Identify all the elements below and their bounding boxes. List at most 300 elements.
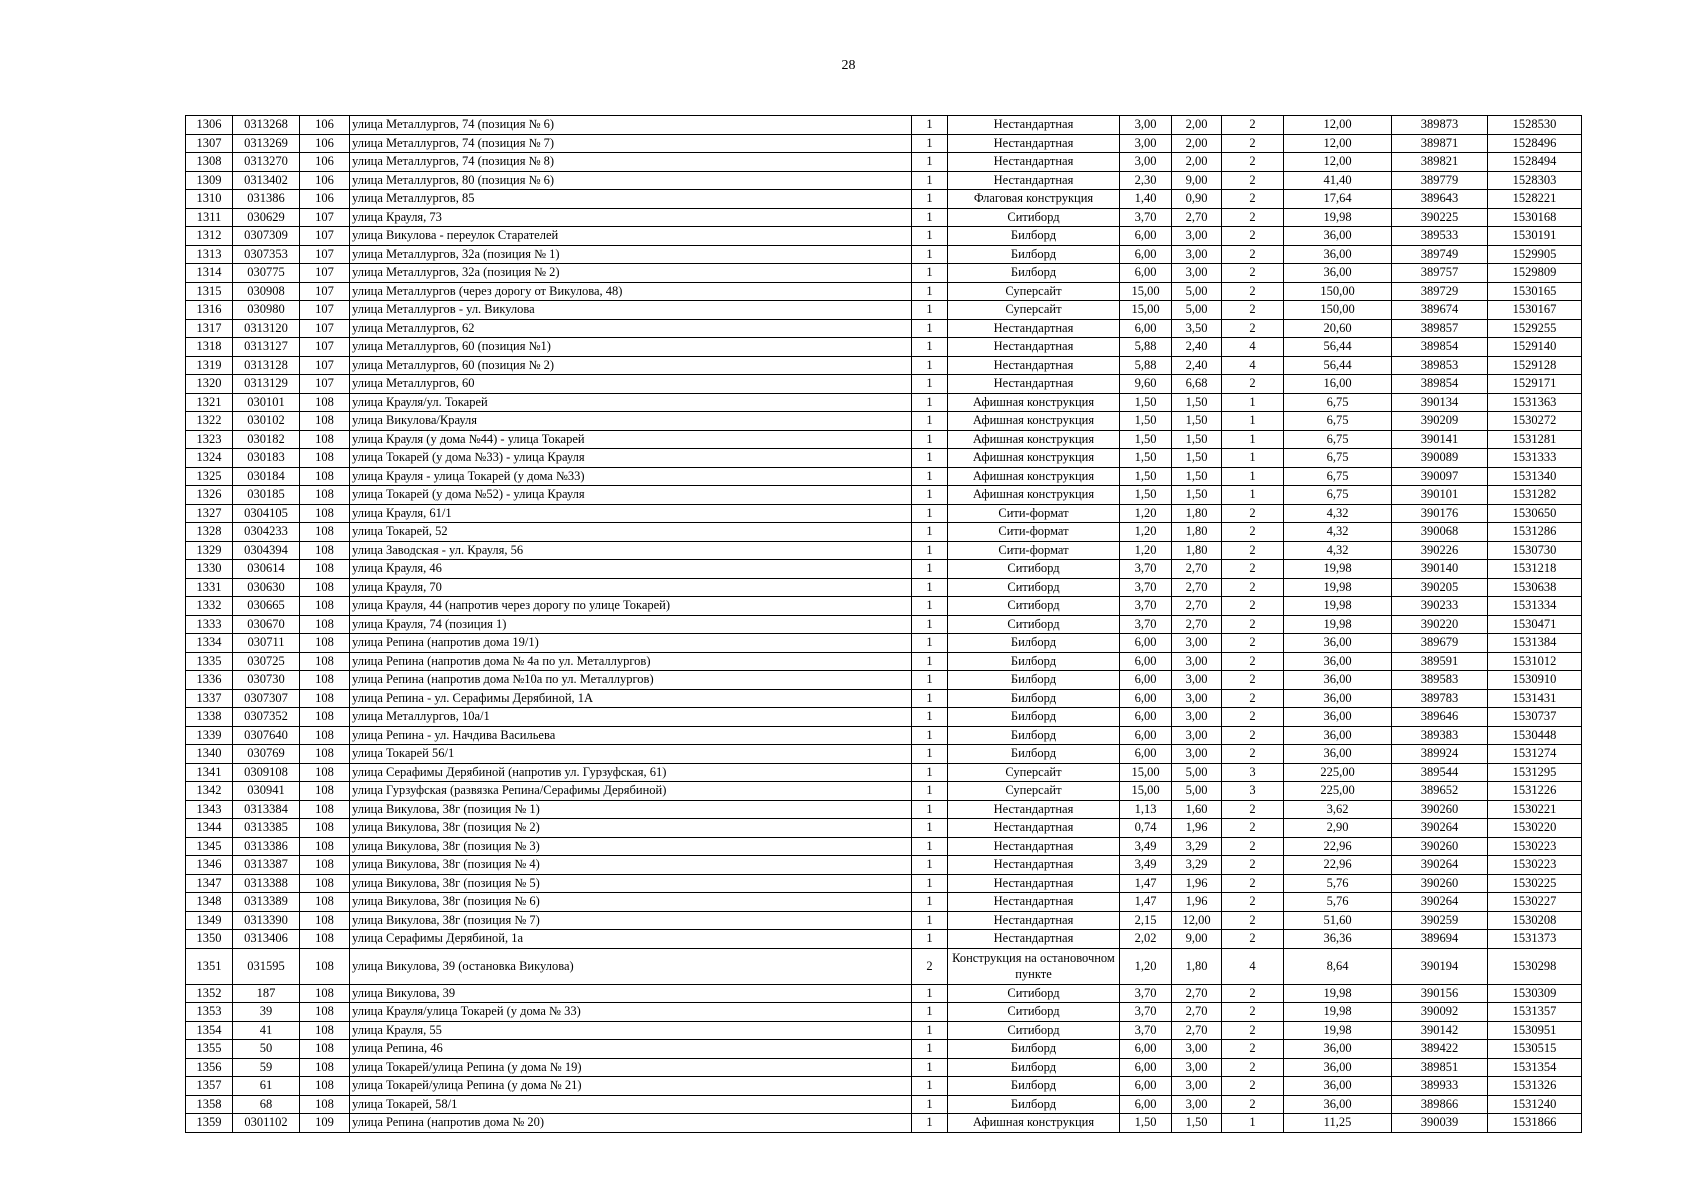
type-cell: Билборд [948,745,1120,764]
coord-x-cell: 389866 [1392,1095,1488,1114]
row-number-cell: 1336 [186,671,233,690]
structure-id-cell: 41 [233,1021,300,1040]
coord-y-cell: 1531286 [1488,523,1582,542]
type-cell: Сити-формат [948,523,1120,542]
width-cell: 3,70 [1120,984,1172,1003]
height-cell: 3,00 [1172,1040,1222,1059]
width-cell: 15,00 [1120,782,1172,801]
table-row [186,486,1582,505]
structure-id-cell: 0301102 [233,1114,300,1133]
width-cell: 3,00 [1120,134,1172,153]
type-cell: Суперсайт [948,301,1120,320]
address-cell: улица Токарей, 52 [350,523,912,542]
width-cell: 6,00 [1120,1077,1172,1096]
area-cell: 6,75 [1284,393,1392,412]
count-cell: 1 [912,560,948,579]
width-cell: 6,00 [1120,245,1172,264]
coord-x-cell: 390156 [1392,984,1488,1003]
coord-x-cell: 390260 [1392,837,1488,856]
width-cell: 1,50 [1120,430,1172,449]
count-cell: 1 [912,319,948,338]
row-number-cell: 1314 [186,264,233,283]
sides-cell: 2 [1222,615,1284,634]
coord-y-cell: 1531373 [1488,930,1582,949]
structure-id-cell: 0307307 [233,689,300,708]
coord-x-cell: 390233 [1392,597,1488,616]
district-code-cell: 108 [300,708,350,727]
table-row [186,1114,1582,1133]
sides-cell: 2 [1222,689,1284,708]
address-cell: улица Крауля, 61/1 [350,504,912,523]
sides-cell: 2 [1222,504,1284,523]
address-cell: улица Репина (напротив дома №10а по ул. Металлургов) [350,671,912,690]
width-cell: 6,00 [1120,1040,1172,1059]
area-cell: 19,98 [1284,984,1392,1003]
address-cell: улица Викулова, 38г (позиция № 1) [350,800,912,819]
height-cell: 3,00 [1172,1095,1222,1114]
page-number: 28 [841,58,856,73]
row-number-cell: 1323 [186,430,233,449]
row-number-cell: 1356 [186,1058,233,1077]
sides-cell: 2 [1222,171,1284,190]
address-cell: улица Репина - ул. Серафимы Дерябиной, 1А [350,689,912,708]
type-cell: Конструкция на остановочном пункте [948,948,1120,984]
area-cell: 12,00 [1284,116,1392,135]
address-cell: улица Крауля - улица Токарей (у дома №33) [350,467,912,486]
coord-y-cell: 1530309 [1488,984,1582,1003]
type-cell: Билборд [948,652,1120,671]
table-row [186,726,1582,745]
district-code-cell: 108 [300,541,350,560]
coord-y-cell: 1530737 [1488,708,1582,727]
structure-id-cell: 0313406 [233,930,300,949]
structure-id-cell: 0313389 [233,893,300,912]
type-cell: Нестандартная [948,356,1120,375]
district-code-cell: 108 [300,1058,350,1077]
area-cell: 22,96 [1284,856,1392,875]
count-cell: 1 [912,375,948,394]
width-cell: 15,00 [1120,301,1172,320]
district-code-cell: 108 [300,504,350,523]
district-code-cell: 108 [300,430,350,449]
height-cell: 3,00 [1172,634,1222,653]
district-code-cell: 108 [300,782,350,801]
width-cell: 2,15 [1120,911,1172,930]
table-row [186,190,1582,209]
type-cell: Билборд [948,245,1120,264]
district-code-cell: 108 [300,467,350,486]
row-number-cell: 1342 [186,782,233,801]
table-row [186,504,1582,523]
coord-x-cell: 390225 [1392,208,1488,227]
structure-id-cell: 0304105 [233,504,300,523]
table-row [186,837,1582,856]
count-cell: 1 [912,467,948,486]
type-cell: Ситиборд [948,597,1120,616]
coord-x-cell: 390068 [1392,523,1488,542]
coord-x-cell: 390194 [1392,948,1488,984]
coord-y-cell: 1528530 [1488,116,1582,135]
coord-x-cell: 389643 [1392,190,1488,209]
sides-cell: 2 [1222,301,1284,320]
structure-id-cell: 59 [233,1058,300,1077]
district-code-cell: 108 [300,615,350,634]
count-cell: 1 [912,153,948,172]
type-cell: Билборд [948,726,1120,745]
district-code-cell: 106 [300,190,350,209]
height-cell: 9,00 [1172,171,1222,190]
width-cell: 3,00 [1120,116,1172,135]
sides-cell: 2 [1222,116,1284,135]
count-cell: 1 [912,1021,948,1040]
address-cell: улица Крауля, 70 [350,578,912,597]
height-cell: 3,00 [1172,745,1222,764]
count-cell: 1 [912,984,948,1003]
coord-y-cell: 1529171 [1488,375,1582,394]
type-cell: Нестандартная [948,134,1120,153]
area-cell: 36,00 [1284,1095,1392,1114]
structure-id-cell: 0307640 [233,726,300,745]
count-cell: 1 [912,726,948,745]
height-cell: 1,50 [1172,412,1222,431]
address-cell: улица Металлургов, 60 (позиция №1) [350,338,912,357]
table-row [186,800,1582,819]
sides-cell: 2 [1222,856,1284,875]
coord-y-cell: 1530167 [1488,301,1582,320]
row-number-cell: 1351 [186,948,233,984]
height-cell: 3,00 [1172,264,1222,283]
width-cell: 9,60 [1120,375,1172,394]
coord-y-cell: 1531326 [1488,1077,1582,1096]
table-row [186,874,1582,893]
structure-id-cell: 030630 [233,578,300,597]
address-cell: улица Токарей/улица Репина (у дома № 21) [350,1077,912,1096]
area-cell: 20,60 [1284,319,1392,338]
type-cell: Билборд [948,671,1120,690]
coord-y-cell: 1531431 [1488,689,1582,708]
area-cell: 19,98 [1284,208,1392,227]
sides-cell: 2 [1222,264,1284,283]
sides-cell: 2 [1222,319,1284,338]
sides-cell: 2 [1222,1003,1284,1022]
table-row [186,1095,1582,1114]
structure-id-cell: 030711 [233,634,300,653]
area-cell: 6,75 [1284,430,1392,449]
district-code-cell: 108 [300,1021,350,1040]
table-row [186,1003,1582,1022]
width-cell: 3,70 [1120,597,1172,616]
sides-cell: 2 [1222,893,1284,912]
table-row [186,227,1582,246]
district-code-cell: 107 [300,245,350,264]
type-cell: Билборд [948,264,1120,283]
type-cell: Ситиборд [948,984,1120,1003]
structure-id-cell: 030908 [233,282,300,301]
height-cell: 1,80 [1172,523,1222,542]
area-cell: 4,32 [1284,541,1392,560]
coord-x-cell: 389873 [1392,116,1488,135]
area-cell: 19,98 [1284,560,1392,579]
address-cell: улица Металлургов, 60 [350,375,912,394]
count-cell: 1 [912,911,948,930]
area-cell: 4,32 [1284,523,1392,542]
width-cell: 3,70 [1120,578,1172,597]
address-cell: улица Репина - ул. Начдива Васильева [350,726,912,745]
structure-id-cell: 0313387 [233,856,300,875]
table-row [186,708,1582,727]
district-code-cell: 108 [300,948,350,984]
row-number-cell: 1339 [186,726,233,745]
coord-x-cell: 389729 [1392,282,1488,301]
row-number-cell: 1348 [186,893,233,912]
area-cell: 41,40 [1284,171,1392,190]
table-row [186,930,1582,949]
width-cell: 6,00 [1120,708,1172,727]
table-row [186,449,1582,468]
coord-x-cell: 389854 [1392,375,1488,394]
structure-id-cell: 031595 [233,948,300,984]
address-cell: улица Металлургов, 74 (позиция № 7) [350,134,912,153]
count-cell: 1 [912,763,948,782]
height-cell: 1,50 [1172,467,1222,486]
coord-x-cell: 389783 [1392,689,1488,708]
type-cell: Нестандартная [948,338,1120,357]
height-cell: 2,40 [1172,338,1222,357]
coord-y-cell: 1531282 [1488,486,1582,505]
height-cell: 3,00 [1172,245,1222,264]
coord-x-cell: 390209 [1392,412,1488,431]
height-cell: 2,00 [1172,134,1222,153]
width-cell: 1,50 [1120,486,1172,505]
height-cell: 9,00 [1172,930,1222,949]
count-cell: 1 [912,541,948,560]
district-code-cell: 107 [300,356,350,375]
height-cell: 2,70 [1172,597,1222,616]
area-cell: 56,44 [1284,356,1392,375]
sides-cell: 2 [1222,541,1284,560]
row-number-cell: 1309 [186,171,233,190]
structure-id-cell: 0313384 [233,800,300,819]
type-cell: Суперсайт [948,763,1120,782]
count-cell: 1 [912,486,948,505]
coord-x-cell: 390264 [1392,856,1488,875]
table-row [186,1040,1582,1059]
coord-x-cell: 390205 [1392,578,1488,597]
address-cell: улица Заводская - ул. Крауля, 56 [350,541,912,560]
table-row [186,430,1582,449]
table-row [186,467,1582,486]
type-cell: Нестандартная [948,893,1120,912]
coord-x-cell: 389779 [1392,171,1488,190]
type-cell: Билборд [948,1077,1120,1096]
district-code-cell: 108 [300,726,350,745]
district-code-cell: 106 [300,171,350,190]
area-cell: 12,00 [1284,134,1392,153]
area-cell: 36,36 [1284,930,1392,949]
coord-x-cell: 390134 [1392,393,1488,412]
table-row [186,1021,1582,1040]
coord-x-cell: 390264 [1392,893,1488,912]
coord-y-cell: 1531384 [1488,634,1582,653]
coord-x-cell: 390101 [1392,486,1488,505]
width-cell: 3,70 [1120,1021,1172,1040]
district-code-cell: 108 [300,893,350,912]
height-cell: 2,70 [1172,560,1222,579]
coord-y-cell: 1531281 [1488,430,1582,449]
area-cell: 36,00 [1284,227,1392,246]
coord-y-cell: 1530471 [1488,615,1582,634]
height-cell: 3,00 [1172,652,1222,671]
width-cell: 1,50 [1120,467,1172,486]
district-code-cell: 108 [300,856,350,875]
structure-id-cell: 0307353 [233,245,300,264]
type-cell: Ситиборд [948,578,1120,597]
table-row [186,745,1582,764]
area-cell: 56,44 [1284,338,1392,357]
width-cell: 3,70 [1120,1003,1172,1022]
structure-id-cell: 030182 [233,430,300,449]
count-cell: 1 [912,1095,948,1114]
height-cell: 2,40 [1172,356,1222,375]
address-cell: улица Крауля, 73 [350,208,912,227]
height-cell: 1,96 [1172,819,1222,838]
coord-y-cell: 1531274 [1488,745,1582,764]
count-cell: 1 [912,116,948,135]
table-row [186,319,1582,338]
area-cell: 19,98 [1284,578,1392,597]
table-row [186,819,1582,838]
sides-cell: 2 [1222,1021,1284,1040]
sides-cell: 1 [1222,449,1284,468]
structure-id-cell: 187 [233,984,300,1003]
sides-cell: 2 [1222,1058,1284,1077]
table-row [186,208,1582,227]
coord-x-cell: 390220 [1392,615,1488,634]
table-row [186,523,1582,542]
structure-id-cell: 0313402 [233,171,300,190]
district-code-cell: 108 [300,819,350,838]
structure-id-cell: 0313268 [233,116,300,135]
district-code-cell: 107 [300,319,350,338]
height-cell: 1,80 [1172,504,1222,523]
height-cell: 1,50 [1172,1114,1222,1133]
district-code-cell: 107 [300,264,350,283]
area-cell: 36,00 [1284,726,1392,745]
address-cell: улица Металлургов, 80 (позиция № 6) [350,171,912,190]
sides-cell: 2 [1222,523,1284,542]
type-cell: Афишная конструкция [948,467,1120,486]
sides-cell: 2 [1222,634,1284,653]
coord-y-cell: 1531218 [1488,560,1582,579]
height-cell: 1,50 [1172,449,1222,468]
row-number-cell: 1341 [186,763,233,782]
district-code-cell: 106 [300,116,350,135]
table-row [186,671,1582,690]
structure-id-cell: 0313128 [233,356,300,375]
area-cell: 36,00 [1284,708,1392,727]
height-cell: 1,80 [1172,948,1222,984]
address-cell: улица Викулова, 39 [350,984,912,1003]
district-code-cell: 108 [300,1077,350,1096]
table-row [186,153,1582,172]
address-cell: улица Крауля/ул. Токарей [350,393,912,412]
width-cell: 1,20 [1120,948,1172,984]
address-cell: улица Металлургов, 32а (позиция № 1) [350,245,912,264]
table-row [186,893,1582,912]
area-cell: 150,00 [1284,301,1392,320]
coord-y-cell: 1530208 [1488,911,1582,930]
width-cell: 3,70 [1120,208,1172,227]
sides-cell: 1 [1222,412,1284,431]
count-cell: 1 [912,190,948,209]
coord-x-cell: 389853 [1392,356,1488,375]
coord-x-cell: 389652 [1392,782,1488,801]
structure-id-cell: 0309108 [233,763,300,782]
row-number-cell: 1337 [186,689,233,708]
area-cell: 12,00 [1284,153,1392,172]
table-row [186,856,1582,875]
area-cell: 19,98 [1284,597,1392,616]
table-row [186,597,1582,616]
address-cell: улица Викулова, 38г (позиция № 2) [350,819,912,838]
height-cell: 0,90 [1172,190,1222,209]
row-number-cell: 1349 [186,911,233,930]
coord-x-cell: 389924 [1392,745,1488,764]
type-cell: Сити-формат [948,504,1120,523]
structure-id-cell: 030183 [233,449,300,468]
structure-id-cell: 50 [233,1040,300,1059]
coord-x-cell: 389679 [1392,634,1488,653]
count-cell: 1 [912,819,948,838]
count-cell: 1 [912,338,948,357]
district-code-cell: 108 [300,1095,350,1114]
count-cell: 1 [912,504,948,523]
coord-x-cell: 389749 [1392,245,1488,264]
count-cell: 2 [912,948,948,984]
area-cell: 6,75 [1284,467,1392,486]
coord-x-cell: 390092 [1392,1003,1488,1022]
district-code-cell: 108 [300,523,350,542]
area-cell: 6,75 [1284,449,1392,468]
type-cell: Билборд [948,689,1120,708]
area-cell: 51,60 [1284,911,1392,930]
width-cell: 1,20 [1120,523,1172,542]
height-cell: 3,00 [1172,726,1222,745]
row-number-cell: 1330 [186,560,233,579]
address-cell: улица Металлургов (через дорогу от Викулова, 48) [350,282,912,301]
width-cell: 5,88 [1120,356,1172,375]
row-number-cell: 1307 [186,134,233,153]
type-cell: Афишная конструкция [948,393,1120,412]
row-number-cell: 1315 [186,282,233,301]
address-cell: улица Крауля, 55 [350,1021,912,1040]
count-cell: 1 [912,523,948,542]
count-cell: 1 [912,856,948,875]
width-cell: 15,00 [1120,282,1172,301]
area-cell: 150,00 [1284,282,1392,301]
coord-x-cell: 389854 [1392,338,1488,357]
coord-y-cell: 1531357 [1488,1003,1582,1022]
count-cell: 1 [912,930,948,949]
sides-cell: 2 [1222,671,1284,690]
count-cell: 1 [912,430,948,449]
height-cell: 2,70 [1172,1021,1222,1040]
address-cell: улица Репина (напротив дома 19/1) [350,634,912,653]
address-cell: улица Металлургов - ул. Викулова [350,301,912,320]
row-number-cell: 1350 [186,930,233,949]
type-cell: Афишная конструкция [948,430,1120,449]
height-cell: 3,00 [1172,227,1222,246]
